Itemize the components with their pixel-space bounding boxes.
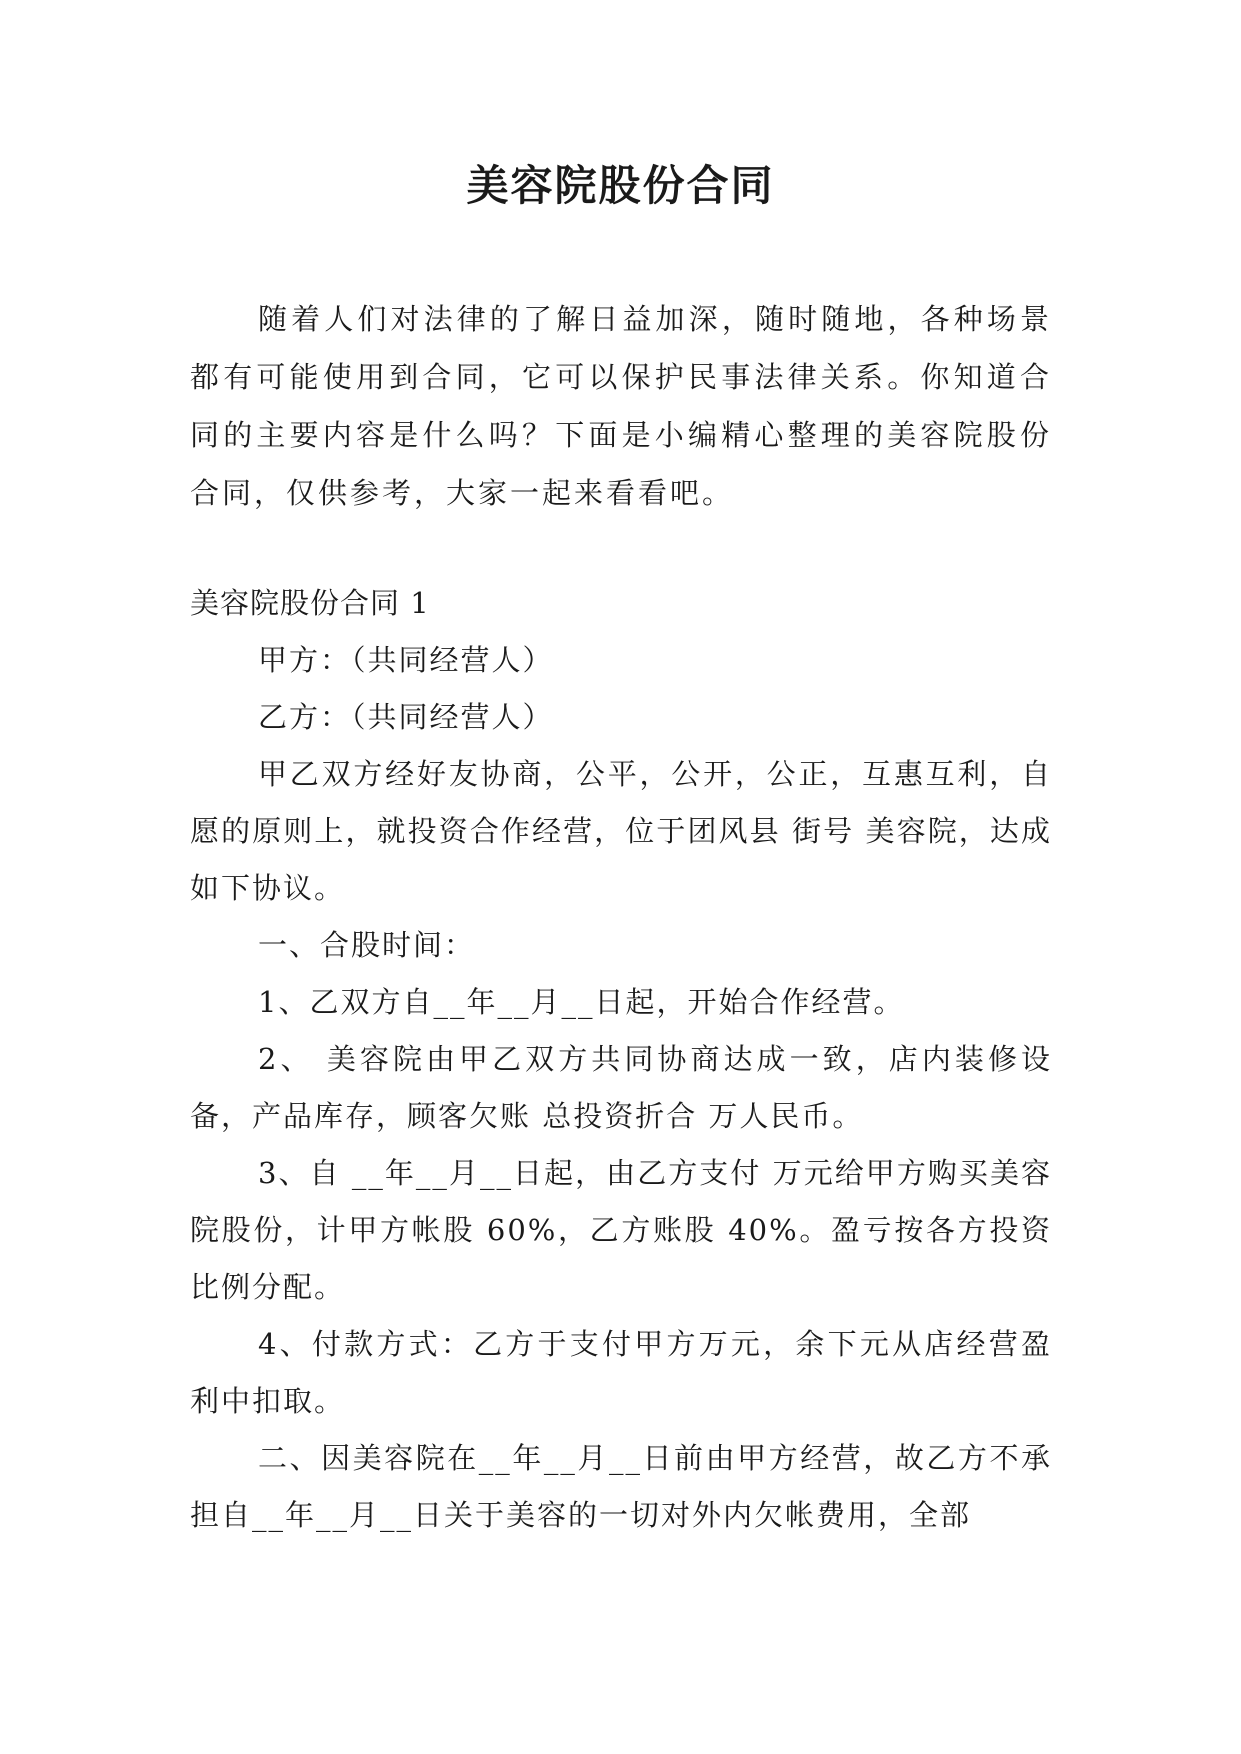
clause-section-two: 二、因美容院在__年__月__日前由甲方经营，故乙方不承担自__年__月__日关于美容的一切对外内欠帐费用，全部 [190,1441,1052,1532]
clause-2: 2、 美容院由甲乙双方共同协商达成一致，店内装修设备，产品库存，顾客欠账 总投资折合 万人民币。 [190,1042,1052,1133]
party-b-line: 乙方：（共同经营人） [258,700,554,734]
document-title: 美容院股份合同 [466,161,775,210]
agreement-preamble: 甲乙双方经好友协商，公平，公开，公正，互惠互利，自愿的原则上，就投资合作经营，位于团风县 街号 美容院，达成如下协议。 [190,757,1052,905]
document-body [190,290,1052,1544]
clause-1: 1、乙双方自__年__月__日起，开始合作经营。 [258,985,905,1019]
clause-3: 3、自 __年__月__日起，由乙方支付 万元给甲方购买美容院股份，计甲方帐股 60%，乙方账股 40%。盈亏按各方投资比例分配。 [190,1156,1052,1304]
section-title: 美容院股份合同 1 [190,586,430,620]
clause-heading-partnership-time: 一、合股时间： [258,928,476,962]
clause-4: 4、付款方式：乙方于支付甲方万元，余下元从店经营盈利中扣取。 [190,1327,1052,1418]
intro-paragraph: 随着人们对法律的了解日益加深，随时随地，各种场景都有可能使用到合同，它可以保护民事法律关系。你知道合同的主要内容是什么吗？下面是小编精心整理的美容院股份合同，仅供参考，大家一起来看看吧。 [190,302,1052,510]
party-a-line: 甲方：（共同经营人） [258,643,554,677]
